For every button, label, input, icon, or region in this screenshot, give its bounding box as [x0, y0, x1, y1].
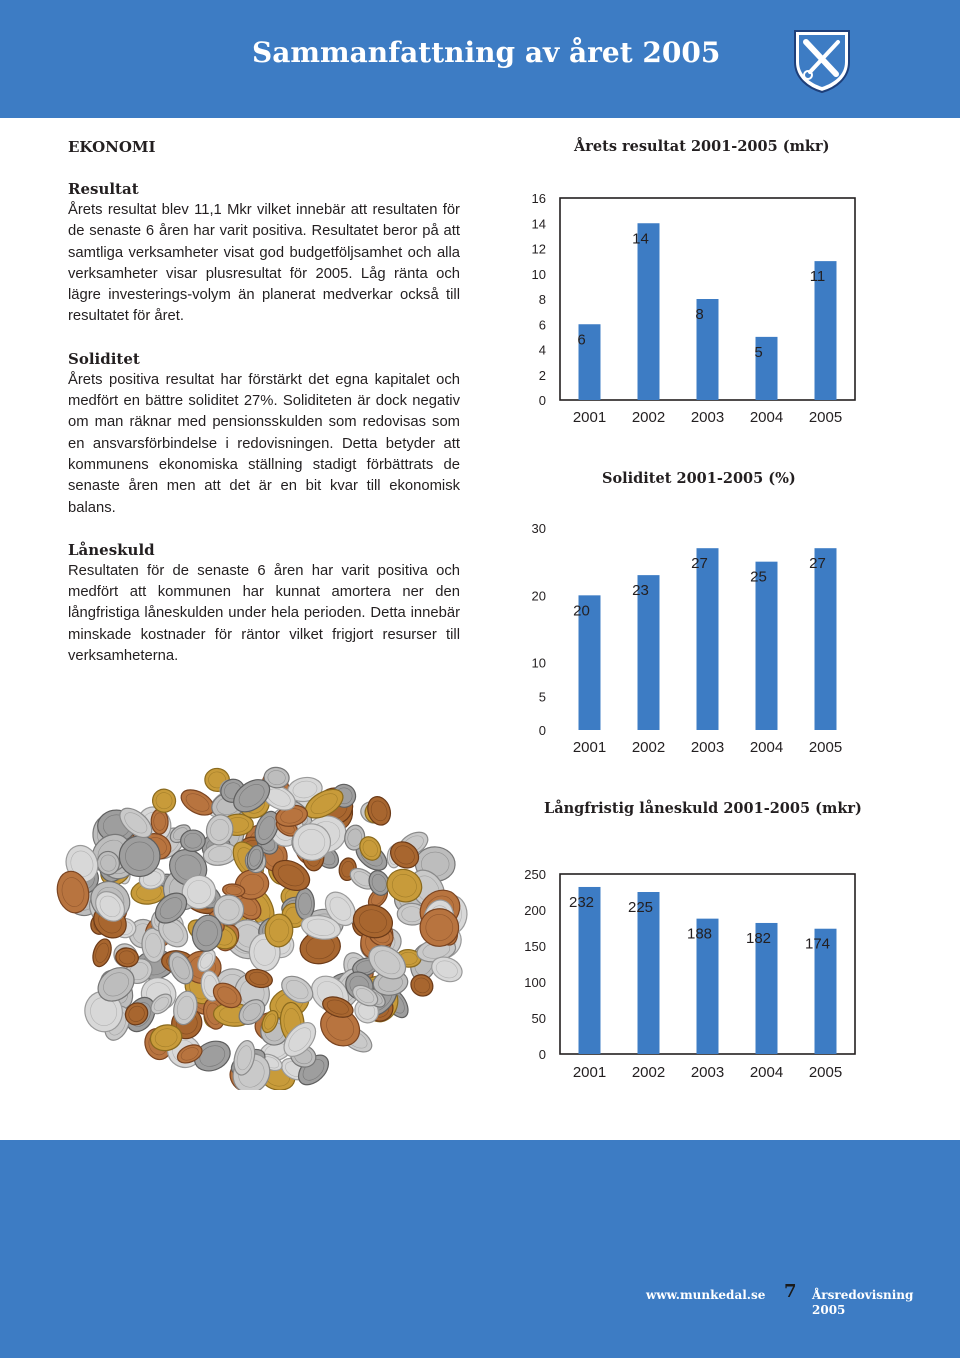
y-tick-label: 6: [538, 317, 546, 333]
coins-photo: [50, 760, 470, 1090]
x-tick-label: 2005: [808, 1064, 843, 1081]
bar: [815, 548, 837, 730]
chart-laneskuld: [510, 864, 860, 1090]
y-tick-label: 250: [524, 867, 546, 882]
x-tick-label: 2004: [749, 409, 784, 426]
data-label: 5: [754, 343, 763, 361]
y-tick-label: 0: [538, 393, 546, 408]
coin: [364, 794, 394, 828]
bar: [638, 223, 660, 400]
data-label: 225: [627, 899, 654, 916]
bar: [579, 887, 601, 1054]
y-tick-label: 20: [531, 588, 546, 604]
report-title-line1: Årsredovisning: [812, 1288, 914, 1302]
data-label: 11: [809, 268, 826, 286]
report-title-line2: 2005: [812, 1303, 846, 1317]
data-label: 20: [573, 602, 590, 620]
x-tick-label: 2002: [631, 739, 666, 756]
data-label: 232: [568, 893, 595, 911]
x-tick-label: 2003: [690, 739, 725, 756]
data-label: 6: [577, 331, 586, 349]
y-tick-label: 0: [538, 723, 546, 738]
data-label: 23: [632, 582, 649, 600]
coin: [180, 830, 205, 852]
heading-resultat: Resultat: [68, 180, 139, 198]
data-label: 174: [804, 935, 831, 953]
data-label: 27: [691, 555, 708, 573]
y-tick-label: 10: [531, 266, 546, 282]
y-tick-label: 12: [531, 241, 546, 257]
y-tick-label: 100: [524, 975, 546, 990]
y-tick-label: 200: [524, 903, 546, 918]
chart-resultat: [510, 188, 860, 434]
y-tick-label: 30: [531, 521, 546, 536]
y-tick-label: 0: [538, 1047, 546, 1062]
x-tick-label: 2002: [631, 1064, 666, 1081]
x-tick-label: 2005: [808, 409, 843, 426]
y-tick-label: 4: [538, 342, 546, 358]
footer-band: [0, 1140, 960, 1358]
coat-of-arms-icon: [792, 28, 852, 94]
data-label: 188: [686, 925, 713, 943]
section-label: EKONOMI: [68, 138, 156, 156]
footer-url[interactable]: www.munkedal.se: [646, 1288, 766, 1302]
data-label: 182: [745, 929, 772, 947]
y-tick-label: 50: [531, 1011, 546, 1026]
heading-laneskuld: Låneskuld: [68, 540, 155, 559]
x-tick-label: 2001: [572, 739, 607, 756]
paragraph-soliditet: Årets positiva resultat har förstärkt det egna kapitalet och medfört en bättre soliditet 27%. Soliditeten är dock negativ om man räknar med pensionsskulden som redovisas som en ansvarsförbindelse i redovisningen. Detta betyder att kommunens ekonomiska ställning stadigt förbättrats de senaste åren men att det är en bit kvar till ekonomisk balans.: [68, 371, 460, 516]
x-tick-label: 2003: [690, 1064, 725, 1081]
x-tick-label: 2005: [808, 739, 843, 756]
chart-title-resultat: Årets resultat 2001-2005 (mkr): [574, 138, 830, 155]
page-title: Sammanfattning av året 2005: [252, 36, 721, 69]
x-tick-label: 2004: [749, 1064, 784, 1081]
bar: [756, 562, 778, 730]
page-number: 7: [784, 1281, 797, 1302]
report-title: [812, 1288, 922, 1318]
y-tick-label: 8: [538, 292, 546, 307]
chart-soliditet: [510, 518, 860, 764]
bar: [697, 548, 719, 730]
text-column: [68, 180, 460, 689]
data-label: 14: [632, 230, 649, 248]
x-tick-label: 2001: [572, 409, 607, 426]
x-tick-label: 2004: [749, 739, 784, 756]
coin: [407, 970, 437, 1000]
chart-title-soliditet: Soliditet 2001-2005 (%): [602, 470, 796, 487]
y-tick-label: 2: [538, 367, 546, 383]
x-tick-label: 2001: [572, 1064, 607, 1081]
paragraph-laneskuld: Resultaten för de senaste 6 åren har varit positiva och medfört att kommunen har kunnat amortera ner den långfristiga låneskulden under hela perioden. Detta innebär minskade kostnader för räntor vilket frigjort resurser till verksamheterna.: [68, 562, 460, 665]
bar: [638, 892, 660, 1054]
x-tick-label: 2003: [690, 409, 725, 426]
chart-title-laneskuld: Långfristig låneskuld 2001-2005 (mkr): [544, 800, 862, 817]
y-tick-label: 14: [531, 216, 546, 232]
y-tick-label: 16: [531, 191, 546, 206]
heading-soliditet: Soliditet: [68, 349, 140, 368]
y-tick-label: 10: [531, 655, 546, 671]
paragraph-resultat: Årets resultat blev 11,1 Mkr vilket innebär att resultaten för de senaste 6 åren har varit positiva. Resultatet beror på att samtliga verksamheter visat god budgetföljsamhet och alla verksamheter visar plusresultat för 2005. Låg ränta och lägre investerings-volym än planerat medverkar också till resultatet för året.: [68, 202, 460, 325]
data-label: 27: [809, 555, 826, 573]
y-tick-label: 5: [538, 689, 546, 705]
data-label: 25: [750, 568, 767, 586]
y-tick-label: 150: [524, 939, 546, 954]
x-tick-label: 2002: [631, 409, 666, 426]
data-label: 8: [695, 306, 704, 323]
coin: [90, 937, 115, 969]
